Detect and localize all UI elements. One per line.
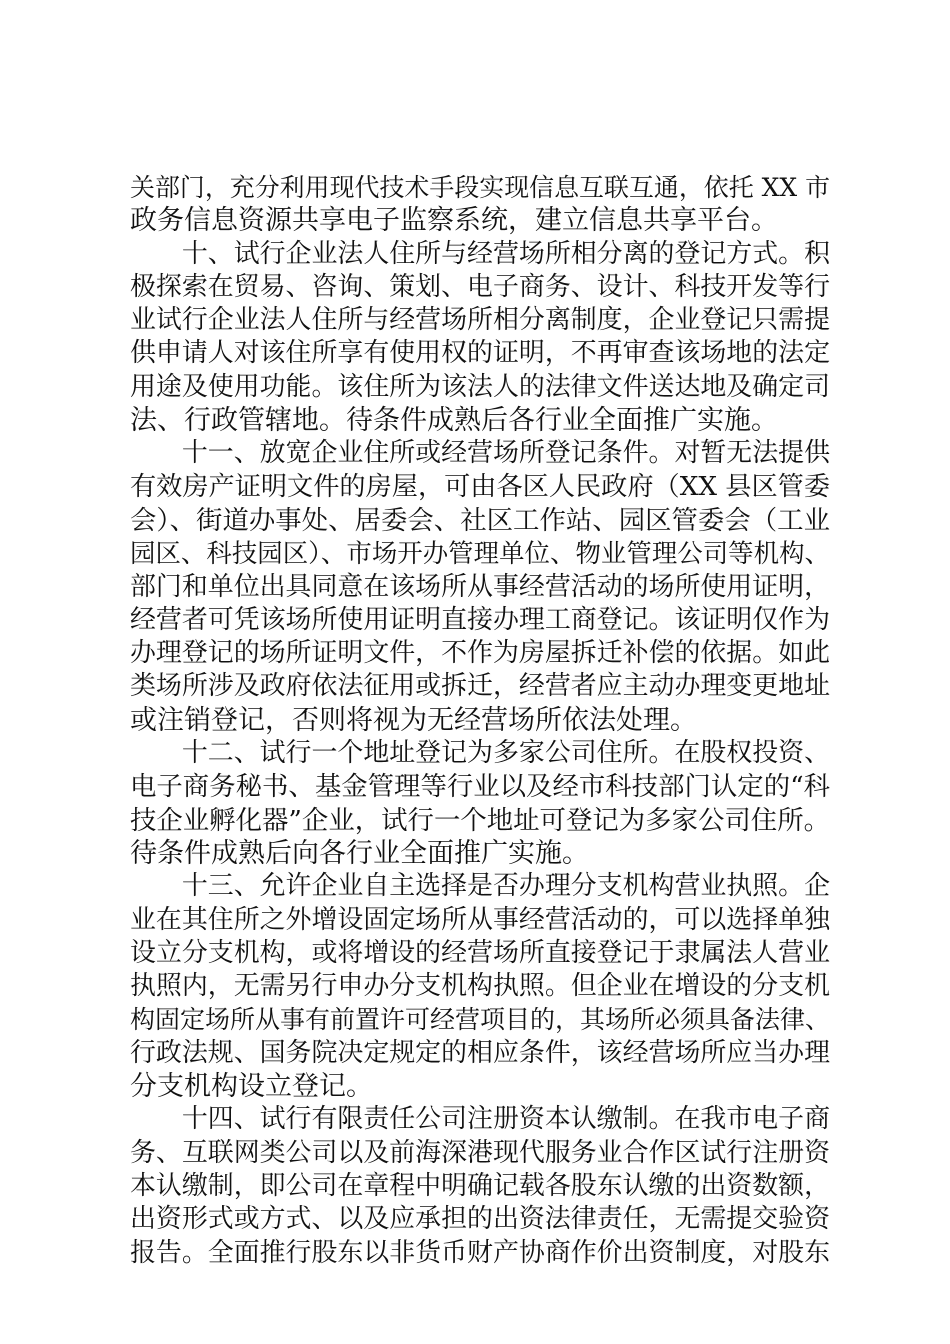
text-line: 经营者可凭该场所使用证明直接办理工商登记。该证明仅作为 bbox=[130, 604, 830, 635]
text-line: 报告。全面推行股东以非货币财产协商作价出资制度，对股东 bbox=[130, 1237, 830, 1268]
text-line: 技企业孵化器”企业，试行一个地址可登记为多家公司住所。 bbox=[130, 804, 830, 836]
text-line: 务、互联网类公司以及前海深港现代服务业合作区试行注册资 bbox=[130, 1137, 830, 1168]
text-line: 十一、放宽企业住所或经营场所登记条件。对暂无法提供 bbox=[130, 438, 830, 469]
text-line: 有效房产证明文件的房屋，可由各区人民政府（XX 县区管委 bbox=[130, 471, 830, 502]
text-line: 用途及使用功能。该住所为该法人的法律文件送达地及确定司 bbox=[130, 371, 830, 402]
text-line: 十、试行企业法人住所与经营场所相分离的登记方式。积 bbox=[130, 238, 830, 269]
text-line: 会）、街道办事处、居委会、社区工作站、园区管委会（工业 bbox=[130, 504, 830, 536]
text-line: 或注销登记，否则将视为无经营场所依法处理。 bbox=[130, 704, 697, 736]
text-line: 供申请人对该住所享有使用权的证明，不再审查该场地的法定 bbox=[130, 338, 830, 369]
text-line: 政务信息资源共享电子监察系统，建立信息共享平台。 bbox=[130, 205, 778, 237]
text-line: 业在其住所之外增设固定场所从事经营活动的，可以选择单独 bbox=[130, 904, 830, 935]
text-line: 办理登记的场所证明文件，不作为房屋拆迁补偿的依据。如此 bbox=[130, 638, 830, 669]
text-line: 设立分支机构，或将增设的经营场所直接登记于隶属法人营业 bbox=[130, 937, 830, 968]
text-line: 待条件成熟后向各行业全面推广实施。 bbox=[130, 837, 589, 869]
text-line: 构固定场所从事有前置许可经营项目的，其场所必须具备法律、 bbox=[130, 1005, 831, 1035]
text-line: 电子商务秘书、基金管理等行业以及经市科技部门认定的“科 bbox=[130, 771, 830, 803]
text-line: 十三、允许企业自主选择是否办理分支机构营业执照。企 bbox=[130, 871, 830, 902]
text-line: 执照内，无需另行申办分支机构执照。但企业在增设的分支机 bbox=[130, 971, 830, 1002]
text-line: 业试行企业法人住所与经营场所相分离制度，企业登记只需提 bbox=[130, 305, 830, 336]
text-line: 行政法规、国务院决定规定的相应条件，该经营场所应当办理 bbox=[130, 1037, 830, 1068]
text-line: 十二、试行一个地址登记为多家公司住所。在股权投资、 bbox=[130, 738, 830, 769]
text-line: 极探索在贸易、咨询、策划、电子商务、设计、科技开发等行 bbox=[130, 271, 830, 302]
text-line: 本认缴制，即公司在章程中明确记载各股东认缴的出资数额， bbox=[130, 1170, 830, 1201]
text-line: 关部门，充分利用现代技术手段实现信息互联互通，依托 XX 市 bbox=[130, 173, 830, 202]
text-line: 园区、科技园区）、市场开办管理单位、物业管理公司等机构、 bbox=[130, 538, 830, 569]
text-line: 分支机构设立登记。 bbox=[130, 1071, 373, 1103]
text-line: 出资形式或方式、以及应承担的出资法律责任，无需提交验资 bbox=[130, 1204, 830, 1235]
document-body bbox=[130, 171, 830, 1270]
text-line: 部门和单位出具同意在该场所从事经营活动的场所使用证明， bbox=[130, 571, 830, 602]
text-line: 法、行政管辖地。待条件成熟后各行业全面推广实施。 bbox=[130, 405, 778, 437]
text-line: 类场所涉及政府依法征用或拆迁，经营者应主动办理变更地址 bbox=[130, 671, 830, 702]
text-line: 十四、试行有限责任公司注册资本认缴制。在我市电子商 bbox=[130, 1104, 830, 1135]
